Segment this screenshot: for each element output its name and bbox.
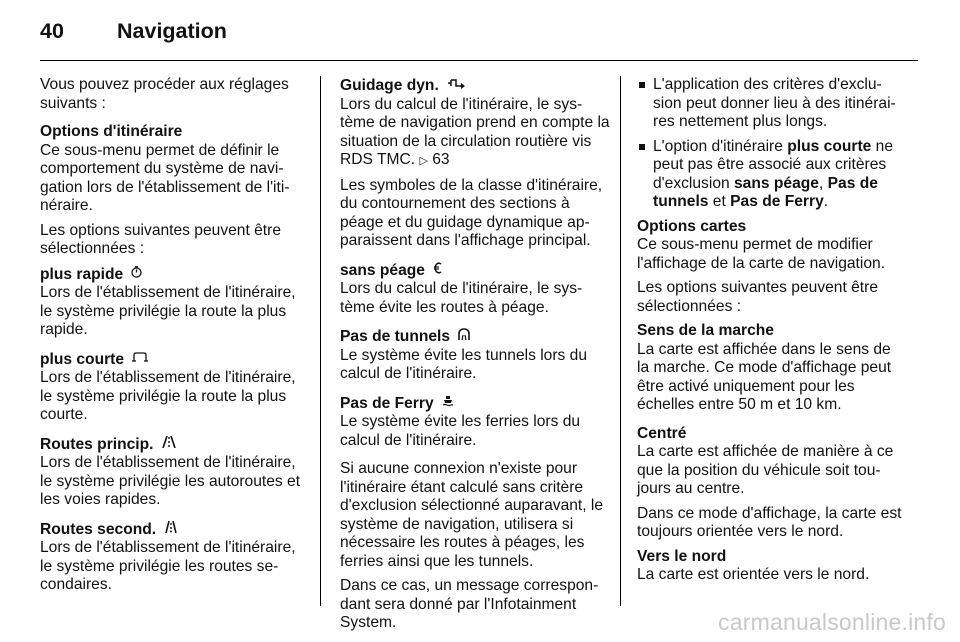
option-centered-text-2: Dans ce mode d'affichage, la carte est toujours orientée vers le nord. (637, 504, 902, 540)
option-no-toll-heading: sans péage (340, 261, 425, 279)
option-main-roads-text: Lors de l'établissement de l'itinéraire, le système privilégie les autoroutes et les voies rapides. (40, 454, 301, 508)
message-text: Dans ce cas, un message correspon-dant sera donné par l'Infotainment System. (340, 577, 599, 631)
list-item: L'option d'itinéraire plus courte ne peut pas être associé aux critères d'exclusion sans péage, Pas de tunnels et Pas de Ferry. (637, 138, 907, 212)
option-secondary-roads-heading: Routes second. (40, 520, 157, 538)
option-main-roads (40, 435, 308, 510)
option-centered-text: La carte est affichée de manière à ce que la position du véhicule soit tou-jours au centre. (637, 443, 894, 497)
stopwatch-icon (131, 265, 142, 284)
tunnel-icon (458, 327, 470, 346)
column-2 (340, 76, 610, 639)
option-fast (40, 265, 308, 340)
map-options-selectable-text: Les options suivantes peuvent être sélectionnées : (637, 279, 878, 315)
column-3 (637, 76, 907, 595)
list-item: L'application des critères d'exclu-sion peut donner lieu à des itinérai-res nettement plus longs. (637, 76, 907, 132)
option-secondary-roads (40, 520, 308, 595)
watermark: carmanualsonline.info (718, 609, 946, 635)
option-fast-text: Lors de l'établissement de l'itinéraire, le système privilégie la route la plus rapide. (40, 284, 296, 338)
option-direction (637, 322, 907, 415)
option-dynamic-guidance (340, 76, 610, 171)
option-dynamic-heading: Guidage dyn. (340, 77, 439, 94)
option-short-text: Lors de l'établissement de l'itinéraire, le système privilégie la route la plus courte. (40, 369, 296, 423)
itinerary-options-section (40, 123, 308, 259)
option-no-ferry-heading: Pas de Ferry (340, 394, 434, 412)
no-ferry-ref: Pas de Ferry (730, 193, 824, 210)
option-no-toll-text: Lors du calcul de l'itinéraire, le sys-tème évite les routes à péage. (340, 280, 583, 316)
road-icon (164, 520, 178, 539)
page-number: 40 (40, 19, 64, 43)
symbols-text: Les symboles de la classe d'itinéraire, du contournement des sections à péage et du guidage dynamique ap-paraissent dans l'affichage principal. (340, 176, 603, 249)
ferry-icon (442, 394, 454, 413)
no-connection-text: Si aucune connexion n'existe pour l'itinéraire étant calculé sans critère d'exclusion sélectionné auparavant, le système de navigation, utilisera si nécessaire les routes à péages, les ferries ainsi que les tunnels. (340, 460, 604, 570)
option-dynamic-text: Lors du calcul de l'itinéraire, le sys-tème de navigation prend en compte la situation de la circulation routière vis RDS TMC. (340, 95, 610, 168)
column-divider (620, 76, 621, 606)
option-short (40, 350, 308, 425)
column-divider (320, 76, 321, 606)
intro-text: Vous pouvez procéder aux réglages suivants : (40, 76, 289, 112)
map-options-text: Ce sous-menu permet de modifier l'affichage de la carte de navigation. (637, 236, 886, 272)
shortest-option-ref: plus courte (787, 137, 872, 155)
no-tunnels-ref: Pas de tunnels (653, 174, 878, 210)
option-no-ferry-text: Le système évite les ferries lors du calcul de l'itinéraire. (340, 413, 581, 449)
option-direction-text: La carte est affichée dans le sens de la marche. Ce mode d'affichage peut être activé uniquement pour les échelles entre 50 m et 10 km. (637, 340, 892, 413)
itinerary-options-heading: Options d'itinéraire (40, 123, 183, 140)
option-short-heading: plus courte (40, 350, 125, 368)
map-options-section (637, 218, 907, 317)
page-reference: 63 (432, 151, 450, 168)
itinerary-options-text: Ce sous-menu permet de définir le comportement du système de navi-gation lors de l'établissement de l'iti-néraire. (40, 141, 290, 214)
option-centered-heading: Centré (637, 424, 687, 442)
option-north (637, 548, 907, 585)
option-direction-heading: Sens de la marche (637, 322, 774, 339)
option-no-toll (340, 261, 610, 318)
option-no-tunnels (340, 327, 610, 384)
option-north-text: La carte est orientée vers le nord. (637, 566, 870, 583)
no-toll-ref: sans péage (734, 174, 819, 192)
option-no-tunnels-heading: Pas de tunnels (340, 328, 451, 345)
header-rule (40, 60, 918, 61)
highway-icon (162, 435, 176, 454)
column-1 (40, 76, 308, 605)
section-title: Navigation (117, 19, 227, 43)
option-north-heading: Vers le nord (637, 547, 727, 565)
toll-icon (433, 261, 443, 280)
map-options-heading: Options cartes (637, 217, 747, 235)
option-main-roads-heading: Routes princip. (40, 435, 154, 453)
option-centered (637, 425, 907, 542)
option-fast-heading: plus rapide (40, 265, 124, 283)
option-no-ferry (340, 394, 610, 451)
options-selectable-text: Les options suivantes peuvent être sélectionnées : (40, 221, 281, 257)
route-icon (132, 350, 148, 369)
dynamic-guidance-icon (447, 76, 467, 95)
ref-arrow-icon: ▷ (419, 155, 428, 167)
option-secondary-roads-text: Lors de l'établissement de l'itinéraire, le système privilégie les routes se-condaires. (40, 539, 296, 593)
option-no-tunnels-text: Le système évite les tunnels lors du calcul de l'itinéraire. (340, 346, 588, 382)
